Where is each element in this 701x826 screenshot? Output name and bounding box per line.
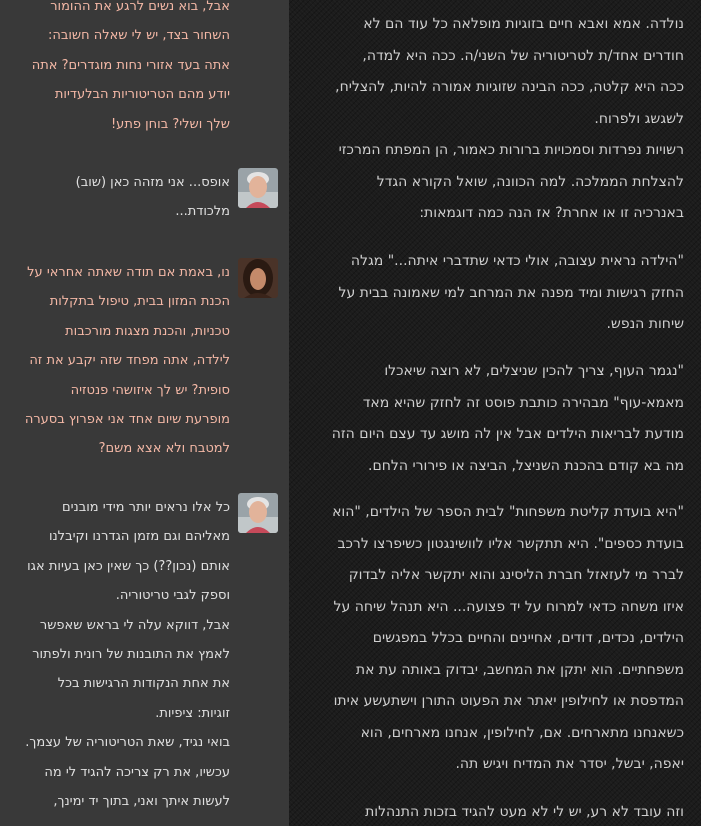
article-line: מאמא-עוף" מבהירה כותבת פוסט זה לחזק שהיא מאד	[362, 394, 684, 411]
article-line: הילדים, נכדים, דודים, אחיינים והחיים בכלל במפגשים	[372, 630, 684, 646]
article-line: החזק רגישות ומיד מפנה את המרחב למי שאמונה בבית על	[338, 284, 684, 301]
comment-line: זוגיות: ציפיות.	[155, 705, 230, 721]
article-paragraph	[305, 797, 684, 826]
article-line: מה בא קודם בהכנת השניצל, הביצה או פירורי הלחם.	[368, 457, 684, 474]
article-line: וזה עובד לא רע, יש לי לא מעט להגיד בזכות התנהלות	[365, 804, 684, 820]
article-line: איזו משחה כדאי למרוח על יד פצועה... היא תנהל שיחה על	[333, 598, 684, 615]
comment-line: השחור בצד, יש לי שאלה חשובה:	[47, 28, 230, 44]
comment-line: סופית? יש לך איזושהי פנטזיה	[70, 382, 230, 398]
comment-line: טכניות, והכנת מצגות מורכבות	[65, 323, 230, 339]
comment-line: אבל, דווקא עלה לי בראש שאפשר	[39, 617, 230, 633]
comment-text	[8, 0, 230, 139]
comment-line: את אחת הנקודות הרגישות בכל	[57, 676, 230, 692]
avatar[interactable]	[238, 493, 278, 533]
article-line: המדפסת או לחילופין יאתר את הפעוט התורן וישתעשע איתו	[333, 693, 684, 709]
article-line: משפחתיים. הוא יתקן את המחשב, יבדוק באותה עת את	[355, 661, 684, 678]
comment-text	[8, 258, 230, 464]
article-paragraph	[305, 497, 684, 781]
comment-text	[8, 493, 230, 816]
article-line: לברר מי לעזאזל חברת הליסינג והוא יתקשר אליה לבדוק	[348, 567, 684, 583]
article-line: רשויות נפרדות וסמכויות ברורות כאמור, הן המפתח המרכזי	[338, 142, 684, 158]
comment-line: נו, באמת אם תודה שאתה אחראי על	[27, 265, 230, 280]
comment-line: יודע מהם הטריטוריות הבלעדיות	[54, 87, 230, 103]
article-line: באנרכיה זו או אחרת? אז הנה כמה דוגמאות:	[419, 205, 684, 221]
article-line: "הילדה נראית עצובה, אולי כדאי שתדברי איתה..." מגלה	[350, 253, 684, 269]
article-line: חודרים אחד/ת לטריטוריה של השני/ה. ככה היא למדה,	[362, 47, 684, 64]
article-line: "נגמר העוף, צריך להכין שניצלים, לא רוצה שיאכלו	[384, 363, 684, 379]
comment-line: אתה בעד אזורי נחות מוגדרים? אתה	[31, 57, 230, 73]
comment-line: אופס... אני מזהה כאן (שוב)	[75, 175, 230, 190]
comment-line: כל אלו נראים יותר מידי מובנים	[61, 500, 230, 515]
article-line: בועדת כספים". היא תתקשר אליו לוושינגטון כשיפרצו לרכב	[337, 535, 684, 552]
article-line: להצלחת הממלכה. למה הכוונה, שואל הקורא הגדל	[376, 173, 684, 190]
article-body	[289, 0, 701, 826]
comment-line: הכנת המזון בבית, טיפול בתקלות	[49, 294, 230, 310]
article-paragraph	[305, 9, 684, 230]
article-line: מודעת לבריאות הילדים אבל אין לה מושג עד עצם היום הזה	[331, 426, 684, 442]
comment-line: וספק לגבי טריטוריה.	[115, 588, 230, 604]
article-line: נולדה. אמא ואבא חיים בזוגיות מופלאה כל עוד הם לא	[363, 16, 684, 32]
comment-line: שלך ושלי? בוחן פתע!	[110, 116, 230, 132]
comment-line: לעשות איתך ואני, בתוך יד ימינך,	[53, 794, 230, 810]
comment-text	[8, 168, 230, 227]
comment-line: עכשיו, את רק צריכה להגיד לי מה	[44, 764, 230, 780]
article-line: כשאנחנו מתארחים. אם, לחילופין, אנחנו מארחים, הוא	[360, 724, 684, 741]
article-line: שיחות הנפש.	[606, 316, 684, 332]
comment-line: מלכודת...	[175, 204, 230, 220]
article-line: לשגשג ולפרוח.	[594, 110, 684, 127]
comments-sidebar	[0, 0, 289, 826]
avatar[interactable]	[238, 168, 278, 208]
comment-line: מופרעת שיום אחד אני אפרוץ בסערה	[24, 412, 230, 428]
comment-line: בואי נגיד, שאת הטריטוריה של עצמך.	[25, 735, 230, 751]
comment-line: לילדה, אתה מפחד שזה יקבע את זה	[29, 353, 230, 369]
article-paragraph	[305, 356, 684, 482]
article-paragraph	[305, 246, 684, 341]
comment-line: אותם (נכון??) כך שאין כאן בעיות אגו	[27, 558, 230, 574]
article-line: "היא בועדת קליטת משפחות" לבית הספר של הילדים, "הוא	[332, 504, 684, 520]
article-line: ככה היא קלטה, ככה הבינה שזוגיות אמורה להיות, להצליח,	[335, 79, 684, 95]
article-line: יאפה, יבשל, יסדר את המדיח ויגיש תה.	[455, 756, 684, 772]
comment-line: לאמץ את התובנות של רונית ולפתור	[32, 647, 230, 663]
comment-line: למטבח ולא אצא משם?	[98, 441, 230, 457]
comment-line: אבל, בוא נשים לרגע את ההומור	[50, 0, 230, 14]
comment-line: מאליהם וגם מזמן הגדרנו וקיבלנו	[48, 529, 230, 545]
avatar[interactable]	[238, 258, 278, 298]
